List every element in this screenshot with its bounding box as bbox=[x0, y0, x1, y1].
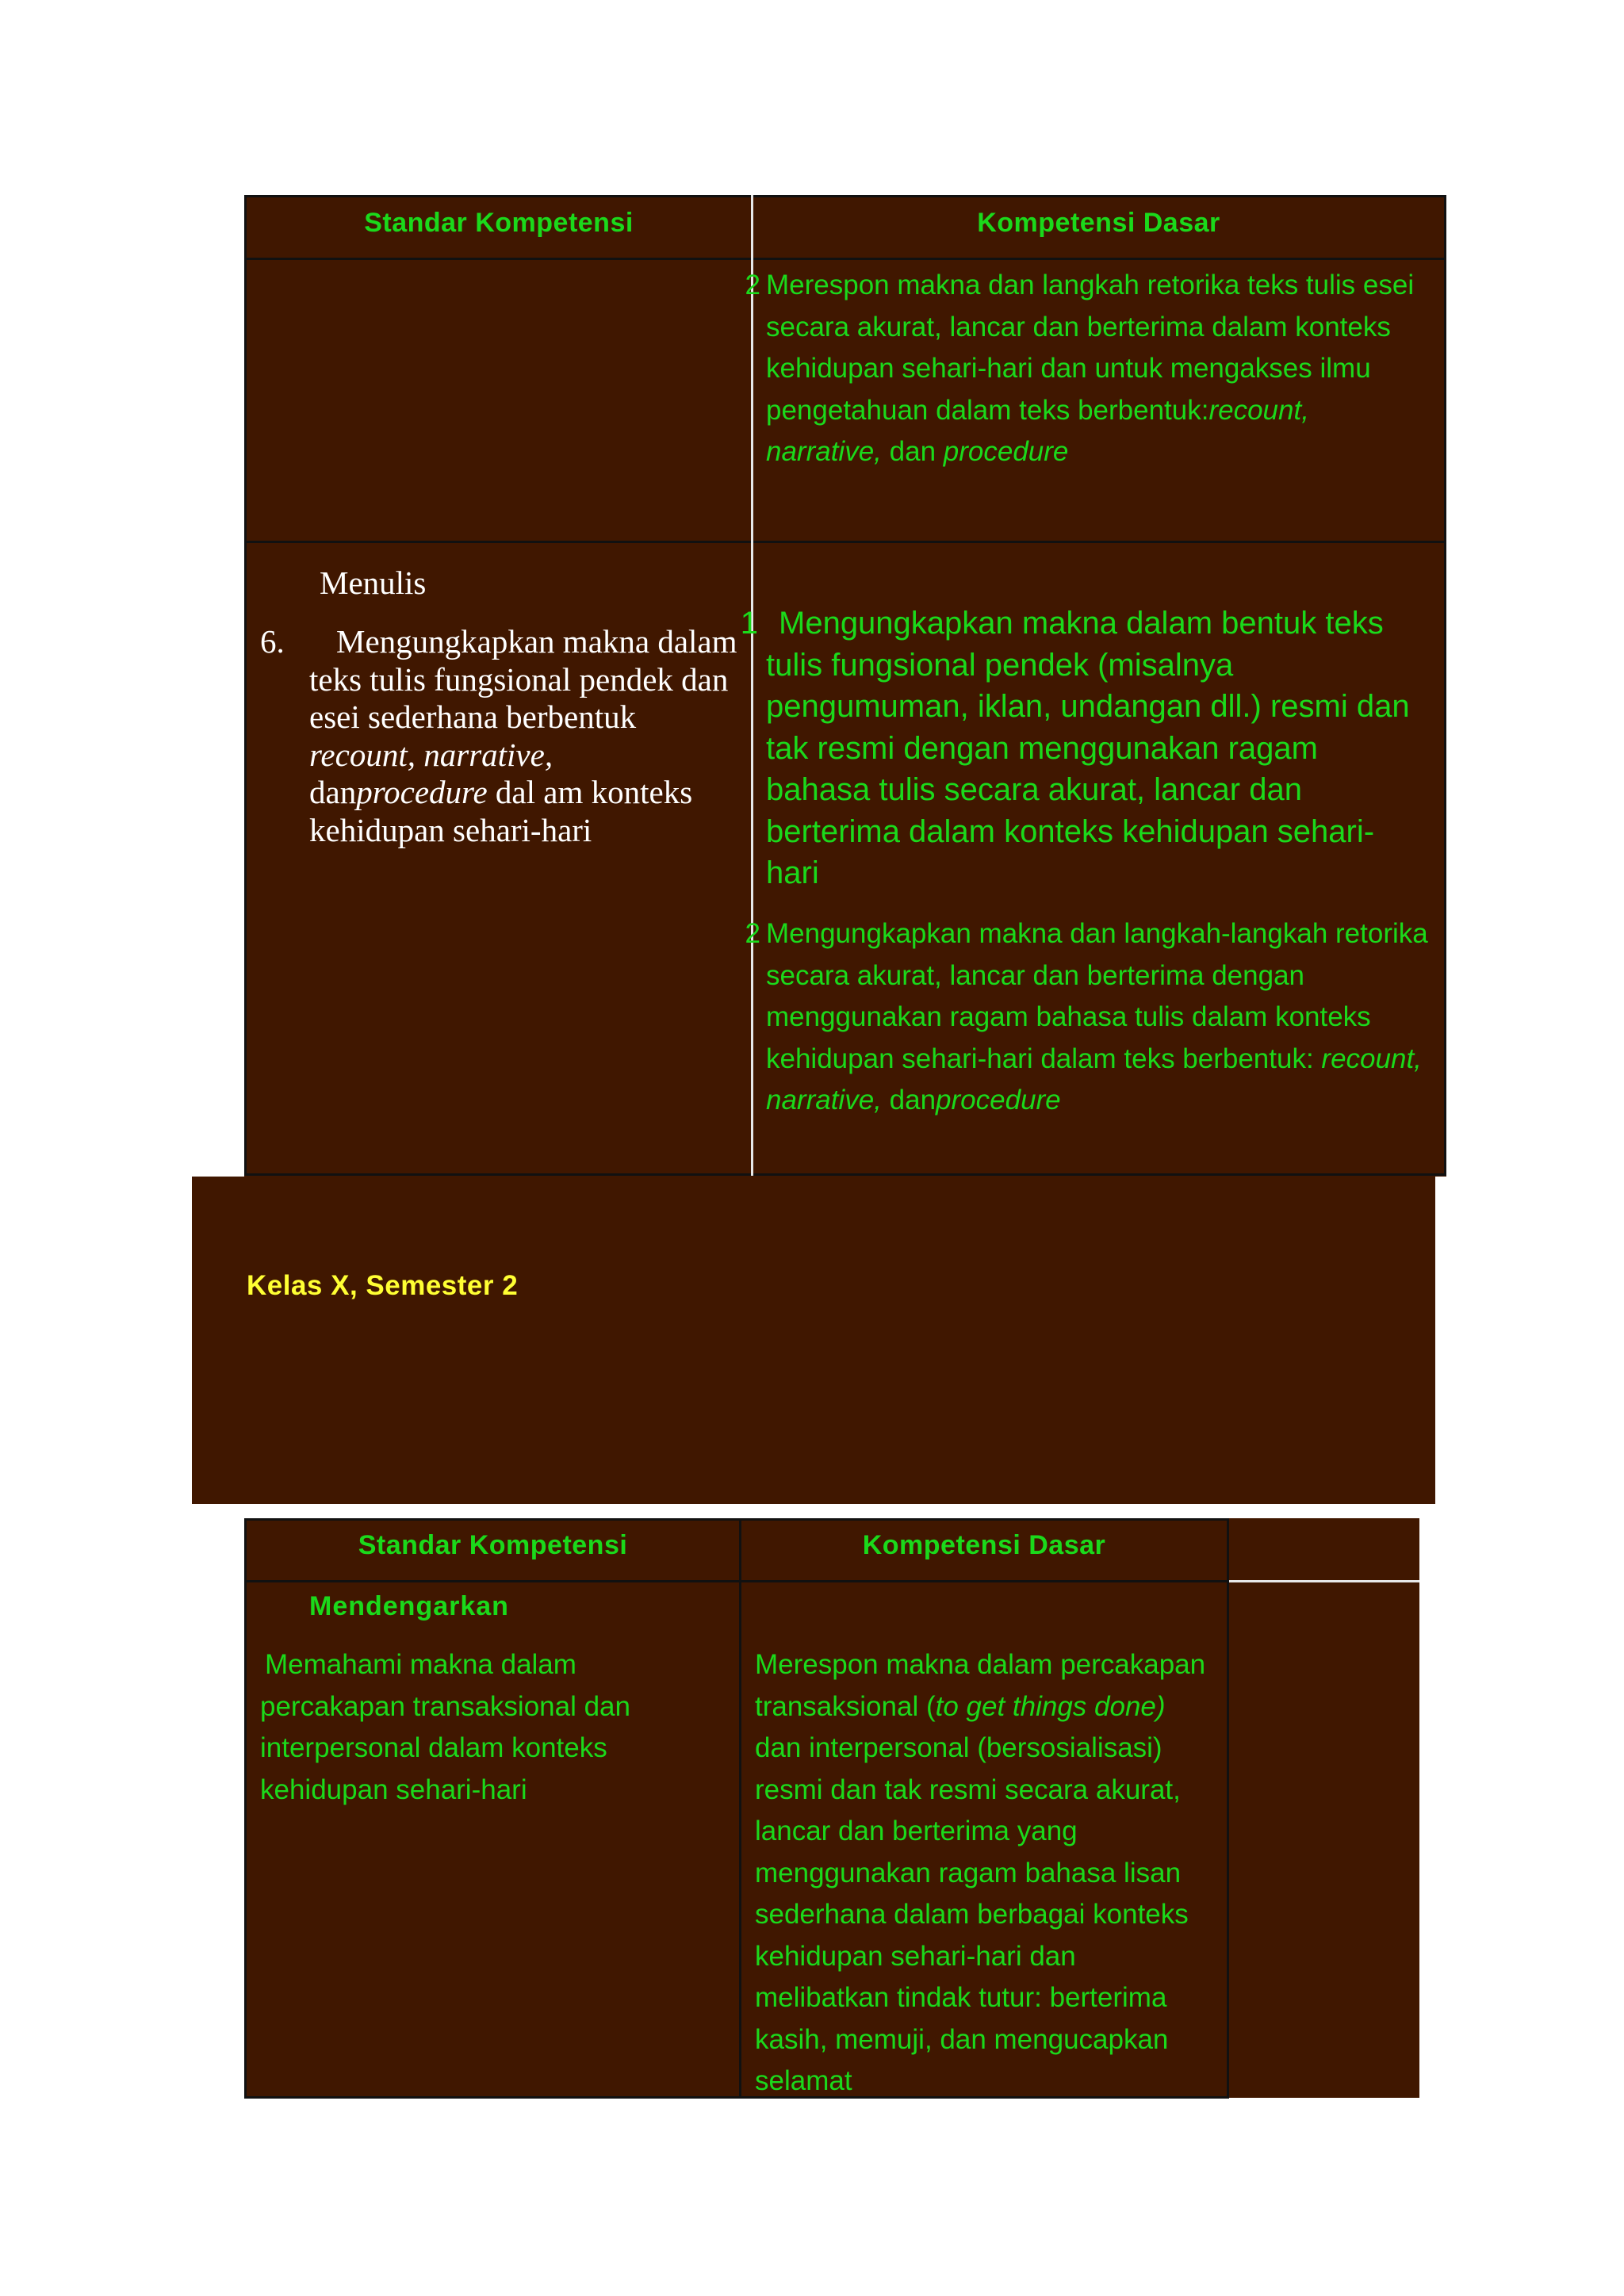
table1-row2-kd1-text: Mengungkapkan makna dalam bentuk teks tulis fungsional pendek (misalnya pengumuman, iklan, undangan dll.) resmi dan tak resmi dengan menggunakan ragam bahasa tulis secara akurat, lancar dan berterima dalam konteks kehidupan sehari-hari bbox=[766, 606, 1410, 890]
table1-column-divider bbox=[751, 195, 753, 1176]
table2-row1-sk-text: Memahami makna dalam percakapan transaksional dan interpersonal dalam konteks kehidupan sehari-hari bbox=[260, 1649, 630, 1805]
table2-right-border bbox=[1227, 1518, 1229, 2099]
table1-row2-skill: Menulis bbox=[320, 564, 427, 601]
table2-header-border bbox=[244, 1580, 1229, 1582]
table2-left-border bbox=[244, 1518, 247, 2099]
table1-row-border bbox=[244, 541, 1446, 543]
table2-row1-skill: Mendengarkan bbox=[309, 1591, 509, 1621]
table1-row1-kd-text: Merespon makna dan langkah retorika teks tulis esei secara akurat, lancar dan berterima dalam konteks kehidupan sehari-hari dan untuk mengakses ilmu pengetahuan dalam teks berbentuk:recount, narrative, dan procedure bbox=[766, 270, 1415, 467]
table1-header-kompetensi: Kompetensi Dasar bbox=[977, 208, 1220, 238]
table2-header-standar: Standar Kompetensi bbox=[358, 1530, 628, 1560]
table1-header-border bbox=[244, 258, 1446, 260]
table2-top-border bbox=[244, 1518, 1229, 1521]
table1-right-border bbox=[1444, 195, 1446, 1176]
table2-header-kompetensi: Kompetensi Dasar bbox=[862, 1530, 1106, 1560]
table1-left-border bbox=[244, 195, 247, 1176]
table2-col-divider bbox=[739, 1518, 741, 2099]
table1-bottom-border bbox=[244, 1173, 1446, 1176]
semester-band bbox=[192, 1177, 1435, 1504]
table1-row1-kd-bullet: 2 bbox=[745, 270, 760, 300]
table2-header-border-extra bbox=[1229, 1580, 1419, 1582]
semester-title: Kelas X, Semester 2 bbox=[247, 1270, 519, 1301]
table2-row1-kd-text: Merespon makna dalam percakapan transaksional (to get things done) dan interpersonal (bersosialisasi) resmi dan tak resmi secara akurat, lancar dan berterima yang menggunakan ragam bahasa lisan sederhana dalam berbagai konteks kehidupan sehari-hari dan melibatkan tindak tutur: berterima kasih, memuji, dan mengucapkan selamat bbox=[755, 1649, 1206, 2096]
table1-row2-kd2-text: Mengungkapkan makna dan langkah-langkah retorika secara akurat, lancar dan berterima dengan menggunakan ragam bahasa tulis dalam konteks kehidupan sehari-hari dalam teks berbentuk: recount, narrative, danprocedure bbox=[766, 918, 1428, 1115]
table1-row2-sk-number: 6. bbox=[260, 623, 285, 660]
table1-row2-kd2-bullet: 2 bbox=[745, 918, 760, 949]
table1-top-border bbox=[244, 195, 1446, 197]
table1-row2-sk-text: Mengungkapkan makna dalam teks tulis fungsional pendek dan esei sederhana berbentuk recount, narrative, danprocedure dal am konteks kehidupan sehari-hari bbox=[309, 623, 737, 848]
table1-header-standar: Standar Kompetensi bbox=[364, 208, 634, 238]
table1-row2-kd1-bullet: 1 bbox=[740, 606, 758, 641]
